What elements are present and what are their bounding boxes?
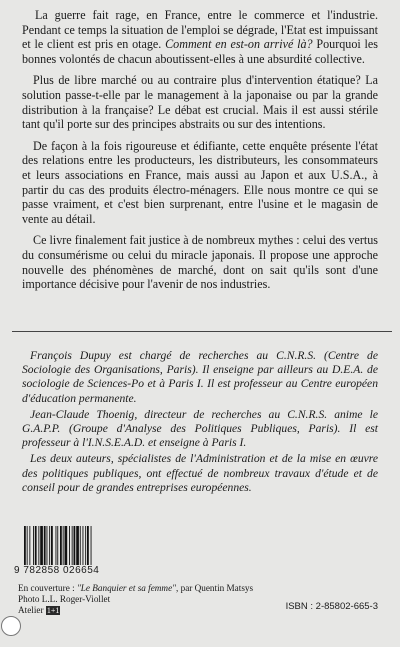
book-summary — [22, 8, 378, 299]
summary-paragraph-4: Ce livre finalement fait justice à de nombreux mythes : celui des vertus du consumérisme ou celui du miracle japonais. Il propose une approche nouvelle des phénomènes de marché, dont on sait qu'ils sont d'une importance décisive pour l'avenir de nos industries. — [22, 233, 378, 292]
summary-italic-question: Comment en est-on arrivé là? — [165, 37, 313, 52]
author-bios — [22, 349, 378, 497]
summary-paragraph-3: De façon à la fois rigoureuse et édifiante, cette enquête présente l'état des relations entre les producteurs, les distributeurs, les consommateurs et leurs associations en France, mais aussi au Japon et aux U.S.A., à partir du cas des produits électro-ménagers. Elle nous montre ce qui se passe vraiment, et c'est bien surprenant, entre l'usine et le magasin de vente au détail. — [22, 138, 378, 226]
summary-paragraph-2: Plus de libre marché ou au contraire plus d'intervention étatique? La solution passe-t-elle par le management à la japonaise ou par la grande distribution à la française? Le débat est crucial. Mais il est aussi stérile tant qu'il porte sur des principes abstraits ou sur des intentions. — [22, 73, 378, 132]
cover-credit-line: En couverture : "Le Banquier et sa femme", par Quentin Matsys — [18, 583, 254, 593]
bio-authors: Les deux auteurs, spécialistes de l'Administration et de la mise en œuvre des politiques publiques, ont effectué de nombreux travaux d'étude et de conseil pour de grandes entreprises européennes. — [22, 452, 378, 494]
summary-paragraph-1: La guerre fait rage, en France, entre le commerce et l'industrie. Pendant ce temps la situation de l'emploi se dégrade, l'Etat est impuissant et le client est pris en otage. Comment en est-on arrivé là? Pourquoi les bonnes volontés de chacun aboutissent-elles à une absurdité collective. — [22, 8, 378, 66]
barcode-digits: 9 782858 026654 — [14, 565, 124, 576]
photo-credit: Photo L.L. Roger-Viollet — [18, 593, 111, 604]
bio-thoenig: Jean-Claude Thoenig, directeur de recherches au C.N.R.S. anime le G.A.P.P. (Groupe d'Analyse des Politiques Publiques, Paris). Il est professeur à l'I.N.S.E.A.D. et enseigne à Paris I. — [22, 407, 378, 450]
bio-dupuy: François Dupuy est chargé de recherches au C.N.R.S. (Centre de Sociologie des Organisations, Paris). Il enseigne par ailleurs au D.E.A. de sociologie de Sciences-Po et à Paris I. Il est professeur au Centre européen d'éducation permanente. — [22, 349, 378, 405]
isbn: ISBN : 2-85802-665-3 — [285, 601, 378, 612]
section-divider — [12, 331, 392, 332]
cover-credits — [18, 583, 253, 616]
atelier-credit: Atelier 1+1 — [18, 604, 60, 615]
publisher-logo-icon — [1, 616, 21, 636]
atelier-mark: 1+1 — [46, 605, 60, 615]
